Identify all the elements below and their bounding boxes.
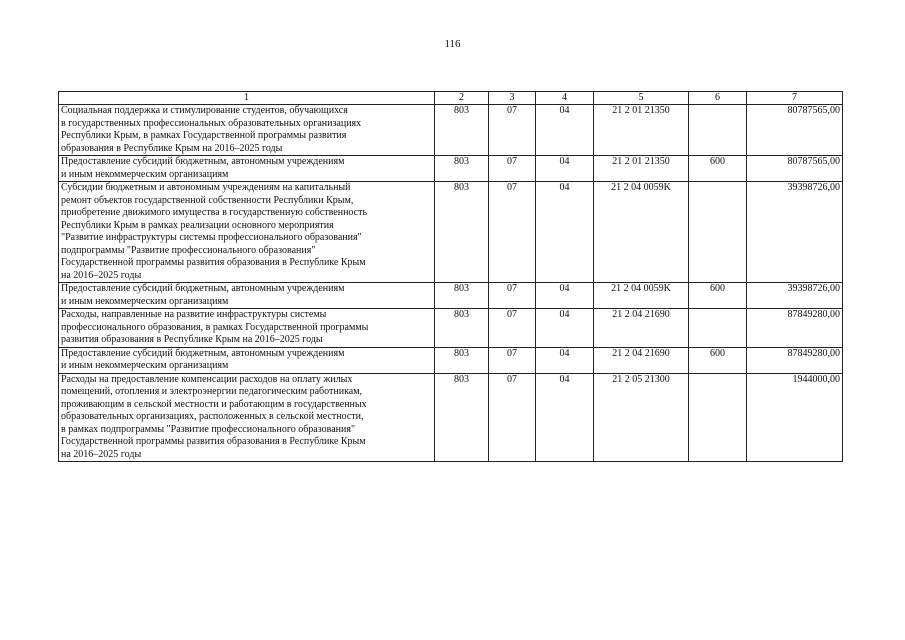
- row-section-code: 07: [489, 182, 536, 283]
- row-ministry-code: 803: [435, 309, 489, 348]
- table-row: [59, 105, 843, 156]
- row-section-code: 07: [489, 283, 536, 309]
- row-expense-type: 600: [689, 283, 747, 309]
- row-target-code: 21 2 04 21690: [594, 347, 689, 373]
- row-target-code: 21 2 01 21350: [594, 156, 689, 182]
- row-ministry-code: 803: [435, 373, 489, 462]
- row-section-code: 07: [489, 105, 536, 156]
- header-col-3: 3: [489, 92, 536, 105]
- row-amount: 87849280,00: [747, 347, 843, 373]
- header-row: [59, 92, 843, 105]
- table-row: [59, 156, 843, 182]
- page-number: 116: [444, 38, 461, 50]
- row-target-code: 21 2 01 21350: [594, 105, 689, 156]
- table-row: [59, 283, 843, 309]
- row-subsection-code: 04: [536, 156, 594, 182]
- row-target-code: 21 2 04 0059K: [594, 182, 689, 283]
- header-col-2: 2: [435, 92, 489, 105]
- row-expense-type: [689, 373, 747, 462]
- row-expense-type: [689, 309, 747, 348]
- header-col-5: 5: [594, 92, 689, 105]
- row-amount: 87849280,00: [747, 309, 843, 348]
- row-description: Субсидии бюджетным и автономным учреждениям на капитальный ремонт объектов государственной собственности Республики Крым, приобретение движимого имущества в государственную собственность Республики Крым в рамках реализации основного мероприятия "Развитие инфраструктуры системы профессионального образования" подпрограммы "Развитие профессионального образования" Государственной программы развития образования в Республике Крым на 2016–2025 годы: [59, 182, 435, 283]
- table-row: [59, 373, 843, 462]
- table-row: [59, 309, 843, 348]
- row-description: Предоставление субсидий бюджетным, автономным учреждениям и иным некоммерческим организациям: [59, 347, 435, 373]
- row-amount: 80787565,00: [747, 156, 843, 182]
- row-ministry-code: 803: [435, 105, 489, 156]
- header-col-1: 1: [59, 92, 435, 105]
- row-target-code: 21 2 05 21300: [594, 373, 689, 462]
- table-row: [59, 347, 843, 373]
- row-amount: 80787565,00: [747, 105, 843, 156]
- row-expense-type: [689, 105, 747, 156]
- row-section-code: 07: [489, 347, 536, 373]
- row-subsection-code: 04: [536, 283, 594, 309]
- row-section-code: 07: [489, 373, 536, 462]
- row-description: Предоставление субсидий бюджетным, автономным учреждениям и иным некоммерческим организациям: [59, 156, 435, 182]
- row-subsection-code: 04: [536, 347, 594, 373]
- row-section-code: 07: [489, 309, 536, 348]
- row-ministry-code: 803: [435, 182, 489, 283]
- row-target-code: 21 2 04 0059K: [594, 283, 689, 309]
- row-ministry-code: 803: [435, 347, 489, 373]
- budget-table: [58, 91, 843, 462]
- row-expense-type: [689, 182, 747, 283]
- row-subsection-code: 04: [536, 182, 594, 283]
- row-ministry-code: 803: [435, 283, 489, 309]
- table-row: [59, 182, 843, 283]
- row-description: Социальная поддержка и стимулирование студентов, обучающихся в государственных профессиональных образовательных организациях Республики Крым, в рамках Государственной программы развития образования в Республике Крым на 2016–2025 годы: [59, 105, 435, 156]
- row-expense-type: 600: [689, 156, 747, 182]
- row-target-code: 21 2 04 21690: [594, 309, 689, 348]
- row-section-code: 07: [489, 156, 536, 182]
- row-amount: 39398726,00: [747, 283, 843, 309]
- row-ministry-code: 803: [435, 156, 489, 182]
- row-description: Расходы на предоставление компенсации расходов на оплату жилых помещений, отопления и электроэнергии педагогическим работникам, проживающим в сельской местности и работающим в государственных образовательных организациях, расположенных в сельской местности, в рамках подпрограммы "Развитие профессионального образования" Государственной программы развития образования в Республике Крым на 2016–2025 годы: [59, 373, 435, 462]
- header-col-7: 7: [747, 92, 843, 105]
- row-subsection-code: 04: [536, 373, 594, 462]
- row-description: Предоставление субсидий бюджетным, автономным учреждениям и иным некоммерческим организациям: [59, 283, 435, 309]
- header-col-6: 6: [689, 92, 747, 105]
- header-col-4: 4: [536, 92, 594, 105]
- row-subsection-code: 04: [536, 309, 594, 348]
- row-amount: 39398726,00: [747, 182, 843, 283]
- row-amount: 1944000,00: [747, 373, 843, 462]
- row-subsection-code: 04: [536, 105, 594, 156]
- row-description: Расходы, направленные на развитие инфраструктуры системы профессионального образования, в рамках Государственной программы развития образования в Республике Крым на 2016–2025 годы: [59, 309, 435, 348]
- row-expense-type: 600: [689, 347, 747, 373]
